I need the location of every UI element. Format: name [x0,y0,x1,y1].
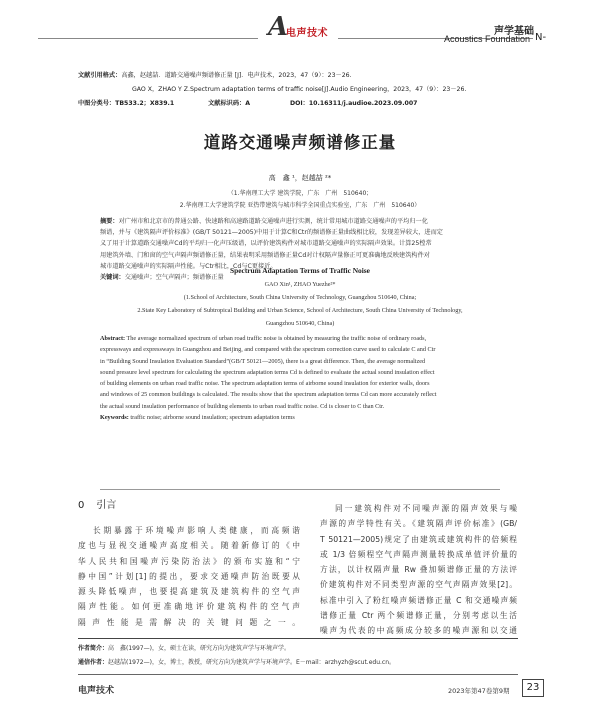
page-number: 23 [522,679,544,697]
abstract-en-line: of building elements on urban road traffic noise. The spectrum adaptation terms of airborne sound insulation for exterior walls, doors [100,380,430,388]
citation-cn-text: 高鑫，赵越喆．道路交通噪声频谱修正量 [J]．电声技术，2023，47（9）：23－26. [121,72,352,79]
body-line: 噪声为代表的中高频成分较多的噪声源和以交通 [320,626,517,636]
body-line: 源头降低噪声，也要提高建筑及建筑构件的空气声 [78,587,300,597]
abstract-en-line: the actual sound insulation performance of building elements to urban road traffic noise. Cd is closer to C than Ctr. [100,402,385,410]
logo-letter: A [268,12,289,42]
doi-value: 10.16311/j.audioe.2023.09.007 [308,100,418,107]
section-label-en: Acoustics Foundation [443,34,530,44]
footnote-corresponding-label: 通信作者： [78,659,109,666]
body-line: 静中国”计划[1]的提出，要求交通噪声防治既要从 [78,571,300,581]
paper-title-cn: 道路交通噪声频谱修正量 [203,133,397,152]
footnote-author-text: 高 鑫(1997—)，女，硕士在读，研究方向为建筑声学与环境声学。 [108,645,290,652]
body-line: 度也与显视交通噪声高度相关。随着新修订的《中 [78,541,300,551]
body-line: 隔声性能是需解决的关键问题之一。 [78,617,300,627]
affiliation-en-1: (1.School of Architecture, South China University of Technology, Guangzhou 510640, China; [183,294,417,301]
section-mark: N- [535,32,547,43]
body-line: 声源的声学特性有关。《建筑隔声评价标准》(GB/ [320,519,517,529]
abstract-en-line: expressways and expressways in Guangzhou and Beijing, and compared with the spectrum correction curve used to calculate C and Ctr [100,346,436,354]
body-line: 华人民共和国噪声污染防治法》的颁布实施和“宁 [78,556,300,566]
paper-title-en: Spectrum Adaptation Terms of Traffic Noise [230,266,370,275]
footer-issue: 2023年第47卷第9期 [448,687,510,695]
section-label-cn: 声学基础 [494,26,534,37]
abstract-cn-line: 对广州市和北京市的普通公路、快速路和高速路道路交通噪声进行实测，统计常用城市道路交通噪声的平均归一化 [118,218,428,225]
affiliation-en-3: Guangzhou 510640, China) [265,320,335,327]
body-line: 长期暴露于环境噪声影响人类健康，而高频谐 [93,526,300,535]
body-line: 隔声性能。如何更准确地评价建筑构件的空气声 [78,602,300,612]
footnote-corresponding [78,657,395,666]
doi-label: DOI： [289,100,309,107]
keywords-en-label: Keywords: [100,414,129,422]
keywords-cn: 交通噪声；空气声隔声；频谱修正量 [124,274,224,282]
body-line: 或 1/3 倍频程空气声隔声测量转换成单值评价量的 [320,549,517,559]
body-line: 方法，以计权隔声量 Rw 叠加频谱修正量的方法评 [320,565,517,575]
abstract-divider [100,489,500,490]
body-line: 同一建筑构件对不同噪声源的隔声效果与噪 [335,504,517,513]
body-line: 价建筑构件对不同类型声源的空气声隔声效果[2]。 [320,580,517,590]
journal-logo [268,12,336,44]
doc-code-label: 文献标识码： [208,100,246,107]
footnote-author-label: 作者简介： [78,645,109,652]
clc-value: TB533.2；X839.1 [115,100,175,107]
footer-rule [78,674,518,675]
header-rule-left [38,38,258,39]
footer-logo: 电声技术 [78,686,115,696]
abstract-en-line: The average normalized spectrum of urban road traffic noise is obtained by measuring the traffic noise of ordinary roads, [126,335,427,342]
logo-text: 电声技术 [286,28,328,39]
abstract-en-line: sound pressure level spectrum for calculating the spectrum adaptation terms Cd is defined to evaluate the actual sound insulation effect [100,368,435,376]
affiliation-cn-1: （1.华南理工大学 建筑学院，广东 广州 510640； [227,190,373,197]
body-line: T 50121—2005)规定了由建筑或建筑构件的倍频程 [320,534,517,544]
body-line: 谱修正量 Ctr 两个频谱修正量，分别考虑以生活 [320,611,517,621]
abstract-cn-line: 频谱，并与《建筑隔声评价标准》(GB/T 50121—2005)中用于计算C和Ctr的频谱修正量曲线相比较，发现差异较大，进而定 [100,229,443,237]
abstract-en [100,333,500,423]
section-number: 0 [78,500,85,511]
body-line: 标准中引入了粉红噪声频谱修正量 C 和交通噪声频 [320,595,517,605]
section-title: 引言 [96,500,117,511]
keywords-cn-label: 关键词： [100,274,125,282]
body-right-column [320,501,517,639]
authors-en: GAO Xin¹, ZHAO Yuezhe²* [264,281,336,288]
body-left-column [78,523,300,630]
citation-cn [78,70,352,79]
footnote-corresponding-text: 赵越喆(1972—)，女，博士，教授，研究方向为建筑声学与环境声学。E－mail：arzhyzh@scut.edu.cn。 [108,659,396,666]
abstract-cn-label: 摘要： [100,218,119,225]
clc-label: 中图分类号： [78,100,116,107]
abstract-cn-line: 义了用于计算道路交通噪声Cd的平均归一化声压级谱，以评价建筑构件对城市道路交通噪声的实际隔声效果。计算25樘常 [100,240,432,248]
abstract-cn-line: 用建筑外墙、门和窗的空气声隔声频谱修正量，结果表明采用频谱修正量Cd对计权隔声量修正可更准确地反映建筑构件对 [100,251,430,259]
affiliation-en-2: 2.State Key Laboratory of Subtropical Building and Urban Science, School of Architecture, South China University of Technology, [137,307,463,314]
abstract-en-label: Abstract: [100,335,126,342]
footnote-author [78,643,290,652]
classification-line [78,98,417,107]
affiliation-cn-2: 2.华南理工大学建筑学院 亚热带建筑与城市科学全国重点实验室，广东 广州 510640） [179,202,421,209]
keywords-en: traffic noise; airborne sound insulation; spectrum adaptation terms [130,414,295,422]
doc-code-value: A [245,100,251,107]
citation-cn-label: 文献引用格式： [78,72,122,79]
authors-cn: 高 鑫 ¹，赵越喆 ²* [268,174,332,182]
abstract-cn-line: 城市道路交通噪声的实际隔声性能。与Ctr相比，Cd与C更接近。 [100,262,277,270]
citation-en: GAO X，ZHAO Y Z.Spectrum adaptation terms of traffic noise[J].Audio Engineering，2023，47（9）：23－26. [132,86,467,93]
abstract-en-line: and windows of 25 common buildings is calculated. The results show that the spectrum adaptation terms Cd can more accurately reflect [100,391,437,399]
section-heading [78,496,116,511]
abstract-en-line: in “Building Sound Insulation Evaluation Standard”(GB/T 50121—2005), there is a great difference. Then, the average normalized [100,357,426,365]
footnote-rule [78,638,518,639]
